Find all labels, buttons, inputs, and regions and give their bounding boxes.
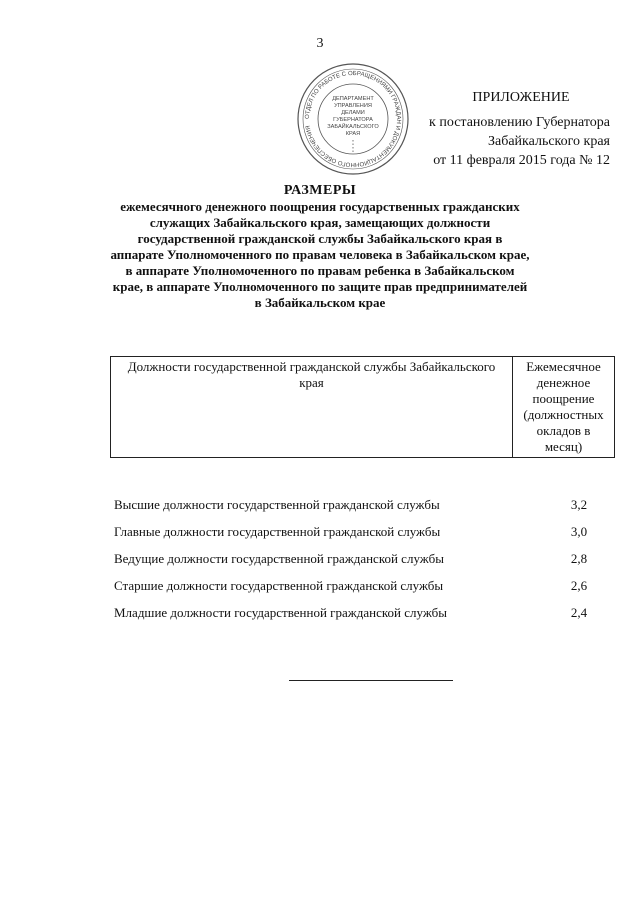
row-value: 2,4: [570, 605, 588, 620]
stamp-line-3: ДЕЛАМИ: [341, 110, 365, 116]
stamp-line-2: УПРАВЛЕНИЯ: [334, 103, 372, 109]
stamp-line-1: ДЕПАРТАМЕНТ: [332, 96, 374, 102]
table-row: [114, 605, 614, 632]
stamp-line-5: ЗАБАЙКАЛЬСКОГО: [327, 124, 379, 130]
table-row: [114, 578, 614, 605]
document-title: [110, 183, 530, 311]
stamp-ring-text: ОТДЕЛ ПО РАБОТЕ С ОБРАЩЕНИЯМИ ГРАЖДАН И ДОКУМЕНТАЦИОННОГО ОБЕСПЕЧЕНИЯ: [304, 70, 402, 168]
table-row: [114, 524, 614, 551]
positions-list: [114, 497, 614, 632]
row-position-name: Младшие должности государственной гражданской службы: [114, 605, 447, 620]
appendix-block: [410, 88, 610, 170]
row-value: 3,0: [570, 524, 588, 539]
title-main: РАЗМЕРЫ: [283, 183, 357, 198]
stamp-line-4: ГУБЕРНАТОРА: [333, 117, 373, 123]
row-position-name: Высшие должности государственной гражданской службы: [114, 497, 440, 512]
col-header-incentive: Ежемесячное денежное поощрение (должностных окладов в месяц): [513, 357, 615, 458]
table-row: [114, 497, 614, 524]
title-subtitle: ежемесячного денежного поощрения государственных гражданских служащих Забайкальского края, замещающих должности государственной гражданской службы Забайкальского края в аппарате Уполномоченного по правам человека в Забайкальском крае, в аппарате Уполномоченного по правам ребенка в Забайкальском крае, в аппарате Уполномоченного по защите прав предпринимателей в Забайкальском крае: [110, 199, 530, 310]
row-value: 2,6: [570, 578, 588, 593]
table-row: [114, 551, 614, 578]
official-stamp: [296, 62, 410, 176]
row-position-name: Главные должности государственной гражданской службы: [114, 524, 441, 539]
col-header-positions: Должности государственной гражданской службы Забайкальского края: [111, 357, 513, 458]
closing-separator-line: [289, 680, 453, 681]
row-value: 3,2: [570, 497, 588, 512]
appendix-line-2: Забайкальского края: [487, 134, 610, 149]
row-position-name: Старшие должности государственной гражданской службы: [114, 578, 444, 593]
appendix-line-1: к постановлению Губернатора: [429, 115, 610, 130]
page-number: 3: [316, 36, 324, 51]
stamp-line-6: КРАЯ: [345, 131, 361, 137]
positions-table-header: [110, 356, 615, 458]
appendix-title: ПРИЛОЖЕНИЕ: [472, 90, 570, 105]
appendix-line-3: от 11 февраля 2015 года № 12: [433, 153, 610, 168]
row-value: 2,8: [570, 551, 588, 566]
row-position-name: Ведущие должности государственной гражданской службы: [114, 551, 444, 566]
